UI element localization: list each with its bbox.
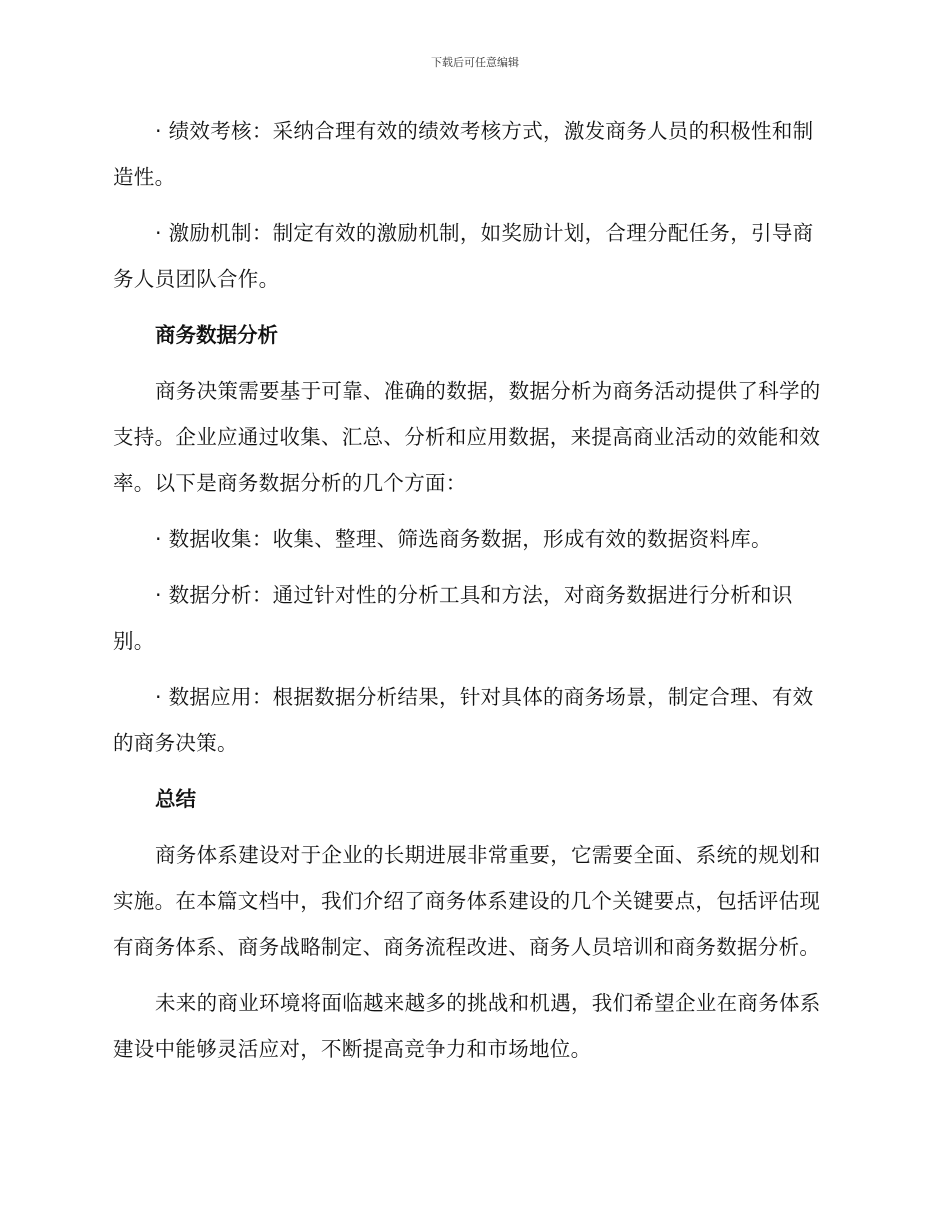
bullet-incentive-mechanism: · 激励机制：制定有效的激励机制，如奖励计划，合理分配任务，引导商务人员团队合作。	[113, 221, 814, 291]
bullet-data-collection: · 数据收集：收集、整理、筛选商务数据，形成有效的数据资料库。	[155, 527, 772, 551]
section-heading-summary: 总结	[155, 787, 196, 811]
bullet-data-application: · 数据应用：根据数据分析结果，针对具体的商务场景，制定合理、有效的商务决策。	[113, 685, 814, 755]
bullet-performance-review: · 绩效考核：采纳合理有效的绩效考核方式，激发商务人员的积极性和制造性。	[113, 119, 814, 189]
paragraph-data-analysis-intro: 商务决策需要基于可靠、准确的数据，数据分析为商务活动提供了科学的支持。企业应通过收集、汇总、分析和应用数据，来提高商业活动的效能和效率。以下是商务数据分析的几个方面：	[113, 379, 821, 495]
paragraph-summary: 商务体系建设对于企业的长期进展非常重要，它需要全面、系统的规划和实施。在本篇文档中，我们介绍了商务体系建设的几个关键要点，包括评估现有商务体系、商务战略制定、商务流程改进、商务人员培训和商务数据分析。	[113, 843, 821, 959]
page-header-note: 下载后可任意编辑	[431, 56, 519, 69]
bullet-data-analysis: · 数据分析：通过针对性的分析工具和方法，对商务数据进行分析和识别。	[113, 583, 793, 653]
section-heading-data-analysis: 商务数据分析	[155, 323, 278, 347]
document-body	[113, 108, 833, 1082]
paragraph-outlook: 未来的商业环境将面临越来越多的挑战和机遇，我们希望企业在商务体系建设中能够灵活应对，不断提高竞争力和市场地位。	[113, 991, 821, 1061]
